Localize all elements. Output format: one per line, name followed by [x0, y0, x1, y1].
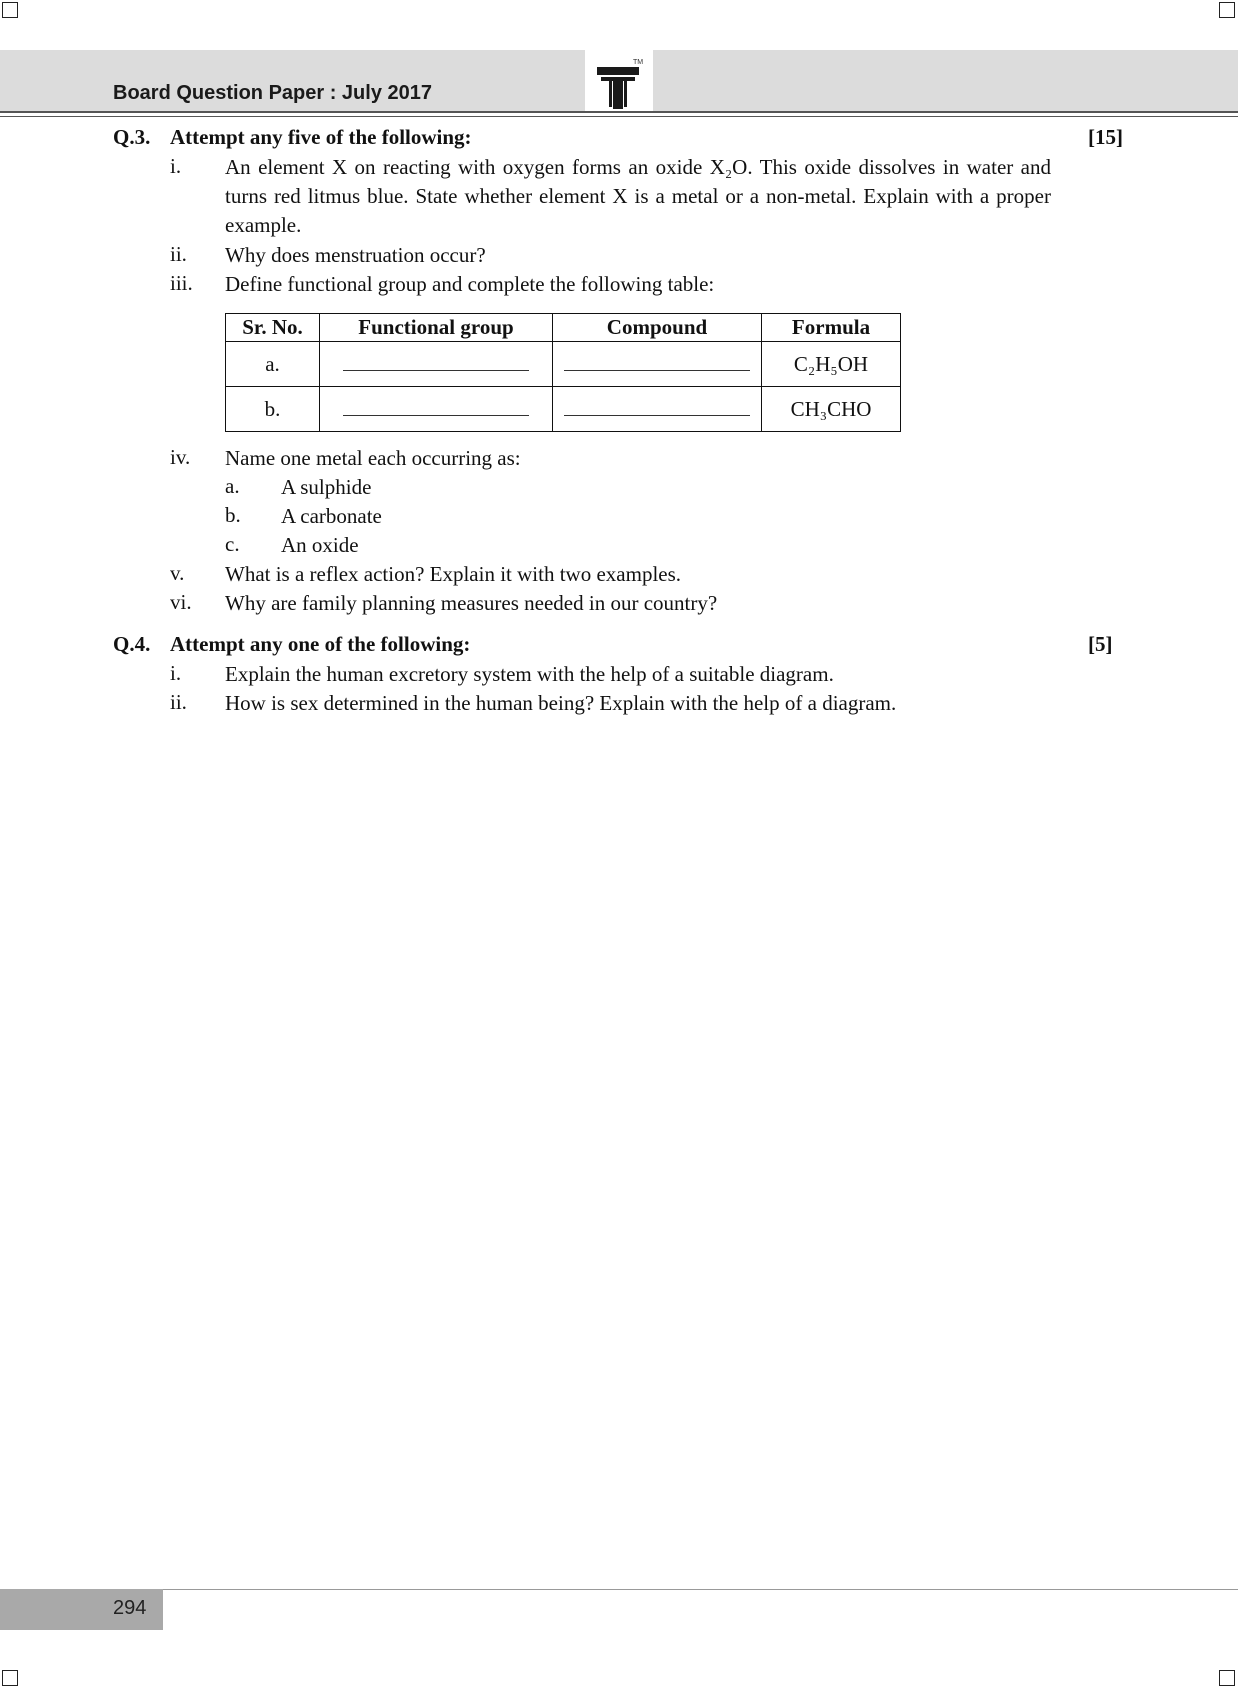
crop-mark-bottom-right [1219, 1670, 1235, 1686]
footer-rule [0, 1589, 1238, 1590]
table-header-cell: Functional group [320, 314, 553, 342]
q4-item-text: Explain the human excretory system with the help of a suitable diagram. [225, 662, 834, 686]
table-cell-formula: C₂H₅OH [762, 342, 901, 387]
page-number: 294 [113, 1597, 147, 1619]
table-cell-blank [553, 387, 762, 432]
t-logo-icon [585, 50, 653, 113]
q3-subitem-text: A sulphide [281, 475, 372, 499]
table-row [226, 342, 901, 387]
q4-item-number: i. [170, 661, 182, 685]
q3-item-text: Name one metal each occurring as: [225, 446, 521, 470]
crop-mark-bottom-left [2, 1670, 18, 1686]
header-rule-thin [0, 116, 1238, 117]
q3-item-text: Define functional group and complete the following table: [225, 272, 715, 296]
q3-item-number: ii. [170, 242, 187, 266]
q3-heading: Attempt any five of the following: [170, 125, 472, 149]
table-cell-blank [320, 387, 553, 432]
q3-number: Q.3. [113, 125, 151, 149]
table-cell-blank [320, 342, 553, 387]
table-cell-blank [553, 342, 762, 387]
functional-group-table [225, 313, 901, 432]
q3-subitem-letter: b. [225, 503, 241, 527]
q3-item-number: iv. [170, 445, 191, 469]
table-cell-formula: CH₃CHO [762, 387, 901, 432]
fill-in-blank [343, 397, 529, 416]
table-header-cell: Compound [553, 314, 762, 342]
q4-heading: Attempt any one of the following: [170, 632, 471, 656]
q3-subitem-text: An oxide [281, 533, 359, 557]
table-row [226, 387, 901, 432]
table-header-row [226, 314, 901, 342]
table-header-cell: Sr. No. [226, 314, 320, 342]
q4-item-number: ii. [170, 690, 187, 714]
q4-number: Q.4. [113, 632, 151, 656]
table-header-cell: Formula [762, 314, 901, 342]
q3-item-text: Why does menstruation occur? [225, 243, 486, 267]
logo-tm: TM [633, 59, 644, 66]
header-rule-thick [0, 111, 1238, 113]
q3-item-number: i. [170, 154, 182, 178]
crop-mark-top-left [2, 2, 18, 18]
fill-in-blank [564, 352, 750, 371]
q4-item-text: How is sex determined in the human being? Explain with the help of a diagram. [225, 691, 897, 715]
table-cell-sr: b. [226, 387, 320, 432]
crop-mark-top-right [1219, 2, 1235, 18]
table-cell-sr: a. [226, 342, 320, 387]
q3-subitem-text: A carbonate [281, 504, 382, 528]
q4-marks: [5] [1088, 632, 1113, 656]
q3-item-number: vi. [170, 590, 192, 614]
q3-item-text: Why are family planning measures needed in our country? [225, 591, 718, 615]
publisher-logo [585, 50, 653, 113]
q3-item-text: What is a reflex action? Explain it with two examples. [225, 562, 682, 586]
header-title: Board Question Paper : July 2017 [113, 82, 432, 104]
q3-item-number: v. [170, 561, 185, 585]
q3-marks: [15] [1088, 125, 1123, 149]
fill-in-blank [343, 352, 529, 371]
q3-subitem-letter: c. [225, 532, 240, 556]
q3-subitem-letter: a. [225, 474, 240, 498]
fill-in-blank [564, 397, 750, 416]
q3-item-text: An element X on reacting with oxygen forms an oxide X₂O. This oxide dissolves in water and turns red litmus blue. State whether element X is a metal or a non-metal. Explain with a proper example. [225, 155, 1051, 237]
q3-item-number: iii. [170, 271, 193, 295]
